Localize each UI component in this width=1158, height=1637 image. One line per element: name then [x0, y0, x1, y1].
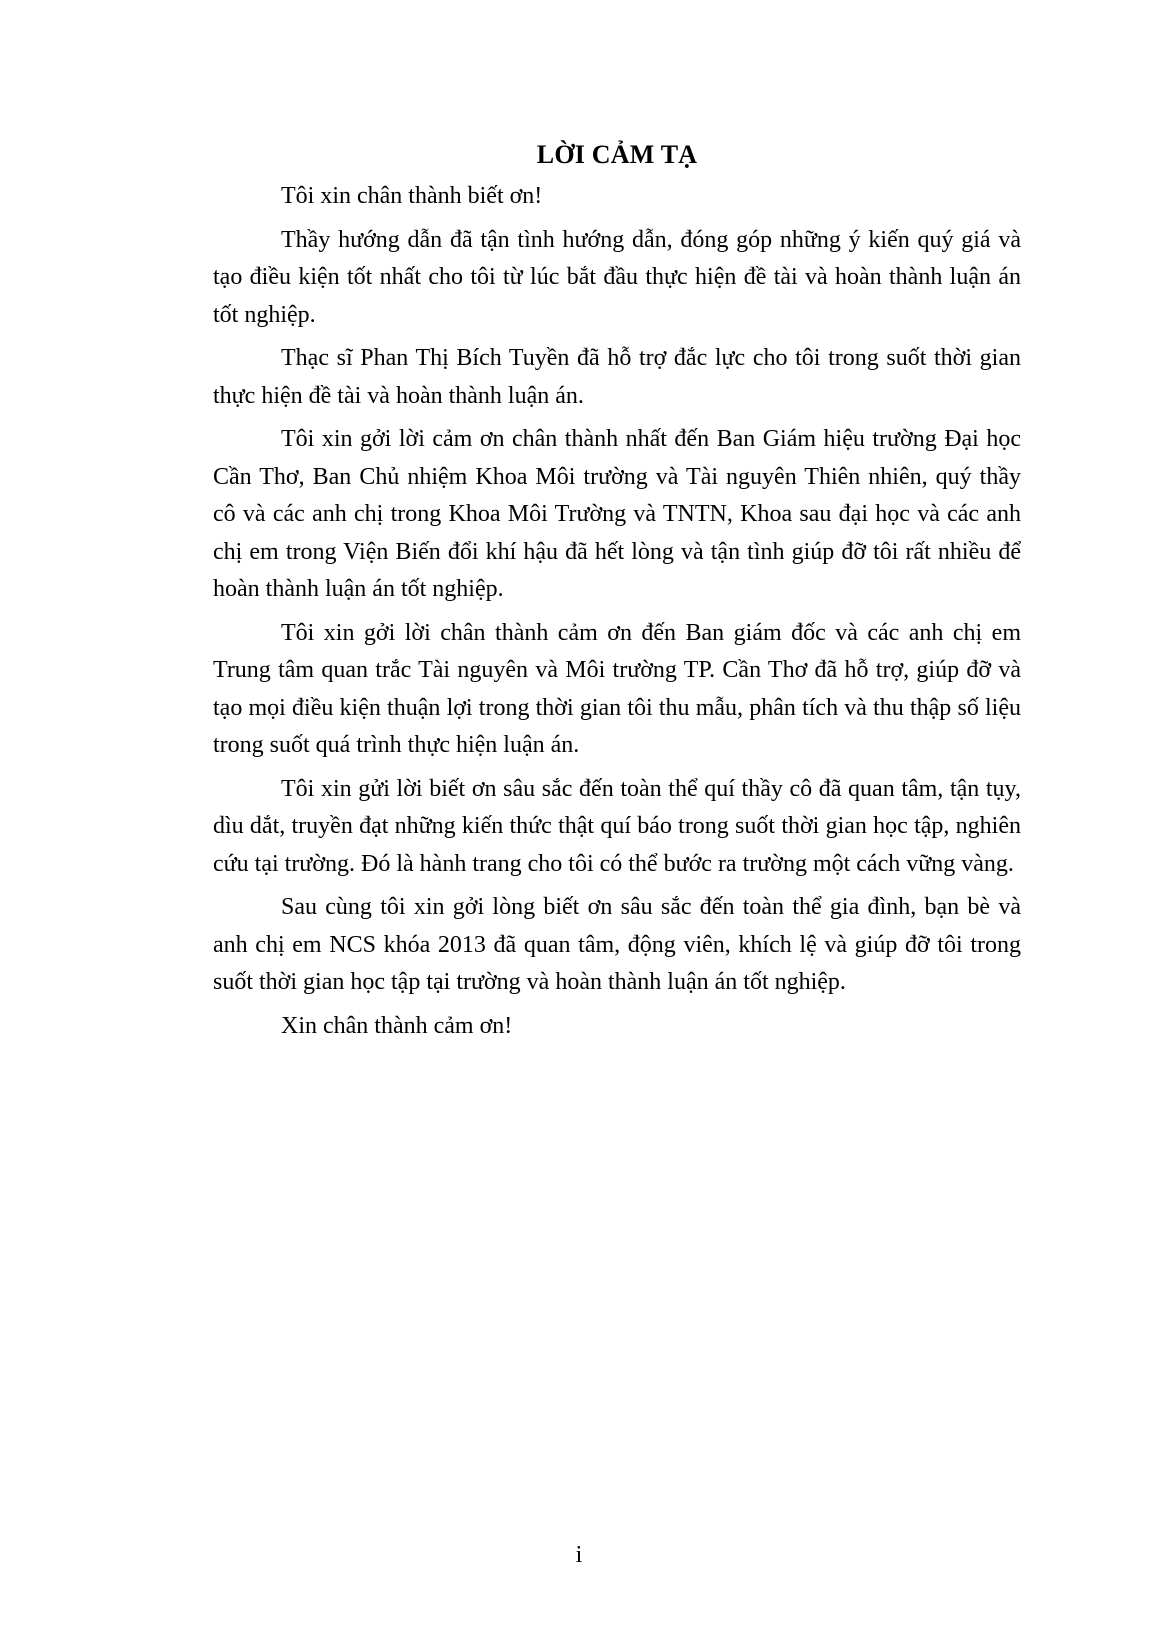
page-number: i [575, 1542, 583, 1568]
paragraph-university: Tôi xin gởi lời cảm ơn chân thành nhất đến Ban Giám hiệu trường Đại học Cần Thơ, Ban Chủ nhiệm Khoa Môi trường và Tài nguyên Thiên nhiên, quý thầy cô và các anh chị trong Khoa Môi Trường và TNTN, Khoa sau đại học và các anh chị em trong Viện Biến đổi khí hậu đã hết lòng và tận tình giúp đỡ tôi rất nhiều để hoàn thành luận án tốt nghiệp. [213, 426, 1021, 602]
paragraph-opening: Tôi xin chân thành biết ơn! [281, 183, 543, 209]
paragraph-master-support: Thạc sĩ Phan Thị Bích Tuyền đã hỗ trợ đắc lực cho tôi trong suốt thời gian thực hiện đề tài và hoàn thành luận án. [213, 345, 1021, 409]
paragraph-family: Sau cùng tôi xin gởi lòng biết ơn sâu sắc đến toàn thể gia đình, bạn bè và anh chị em NCS khóa 2013 đã quan tâm, động viên, khích lệ và giúp đỡ tôi trong suốt thời gian học tập tại trường và hoàn thành luận án tốt nghiệp. [213, 894, 1021, 995]
paragraph-monitoring-center: Tôi xin gởi lời chân thành cảm ơn đến Ban giám đốc và các anh chị em Trung tâm quan trắc Tài nguyên và Môi trường TP. Cần Thơ đã hỗ trợ, giúp đỡ và tạo mọi điều kiện thuận lợi trong thời gian tôi thu mẫu, phân tích và thu thập số liệu trong suốt quá trình thực hiện luận án. [213, 619, 1021, 758]
page-title: LỜI CẢM TẠ [536, 140, 698, 169]
paragraph-teachers: Tôi xin gửi lời biết ơn sâu sắc đến toàn thể quí thầy cô đã quan tâm, tận tụy, dìu dắt, truyền đạt những kiến thức thật quí báo trong suốt thời gian học tập, nghiên cứu tại trường. Đó là hành trang cho tôi có thể bước ra trường một cách vững vàng. [213, 775, 1021, 877]
page-content [213, 140, 1021, 1051]
paragraph-advisor: Thầy hướng dẫn đã tận tình hướng dẫn, đóng góp những ý kiến quý giá và tạo điều kiện tốt nhất cho tôi từ lúc bắt đầu thực hiện đề tài và hoàn thành luận án tốt nghiệp. [213, 226, 1021, 328]
paragraph-closing: Xin chân thành cảm ơn! [281, 1012, 513, 1039]
